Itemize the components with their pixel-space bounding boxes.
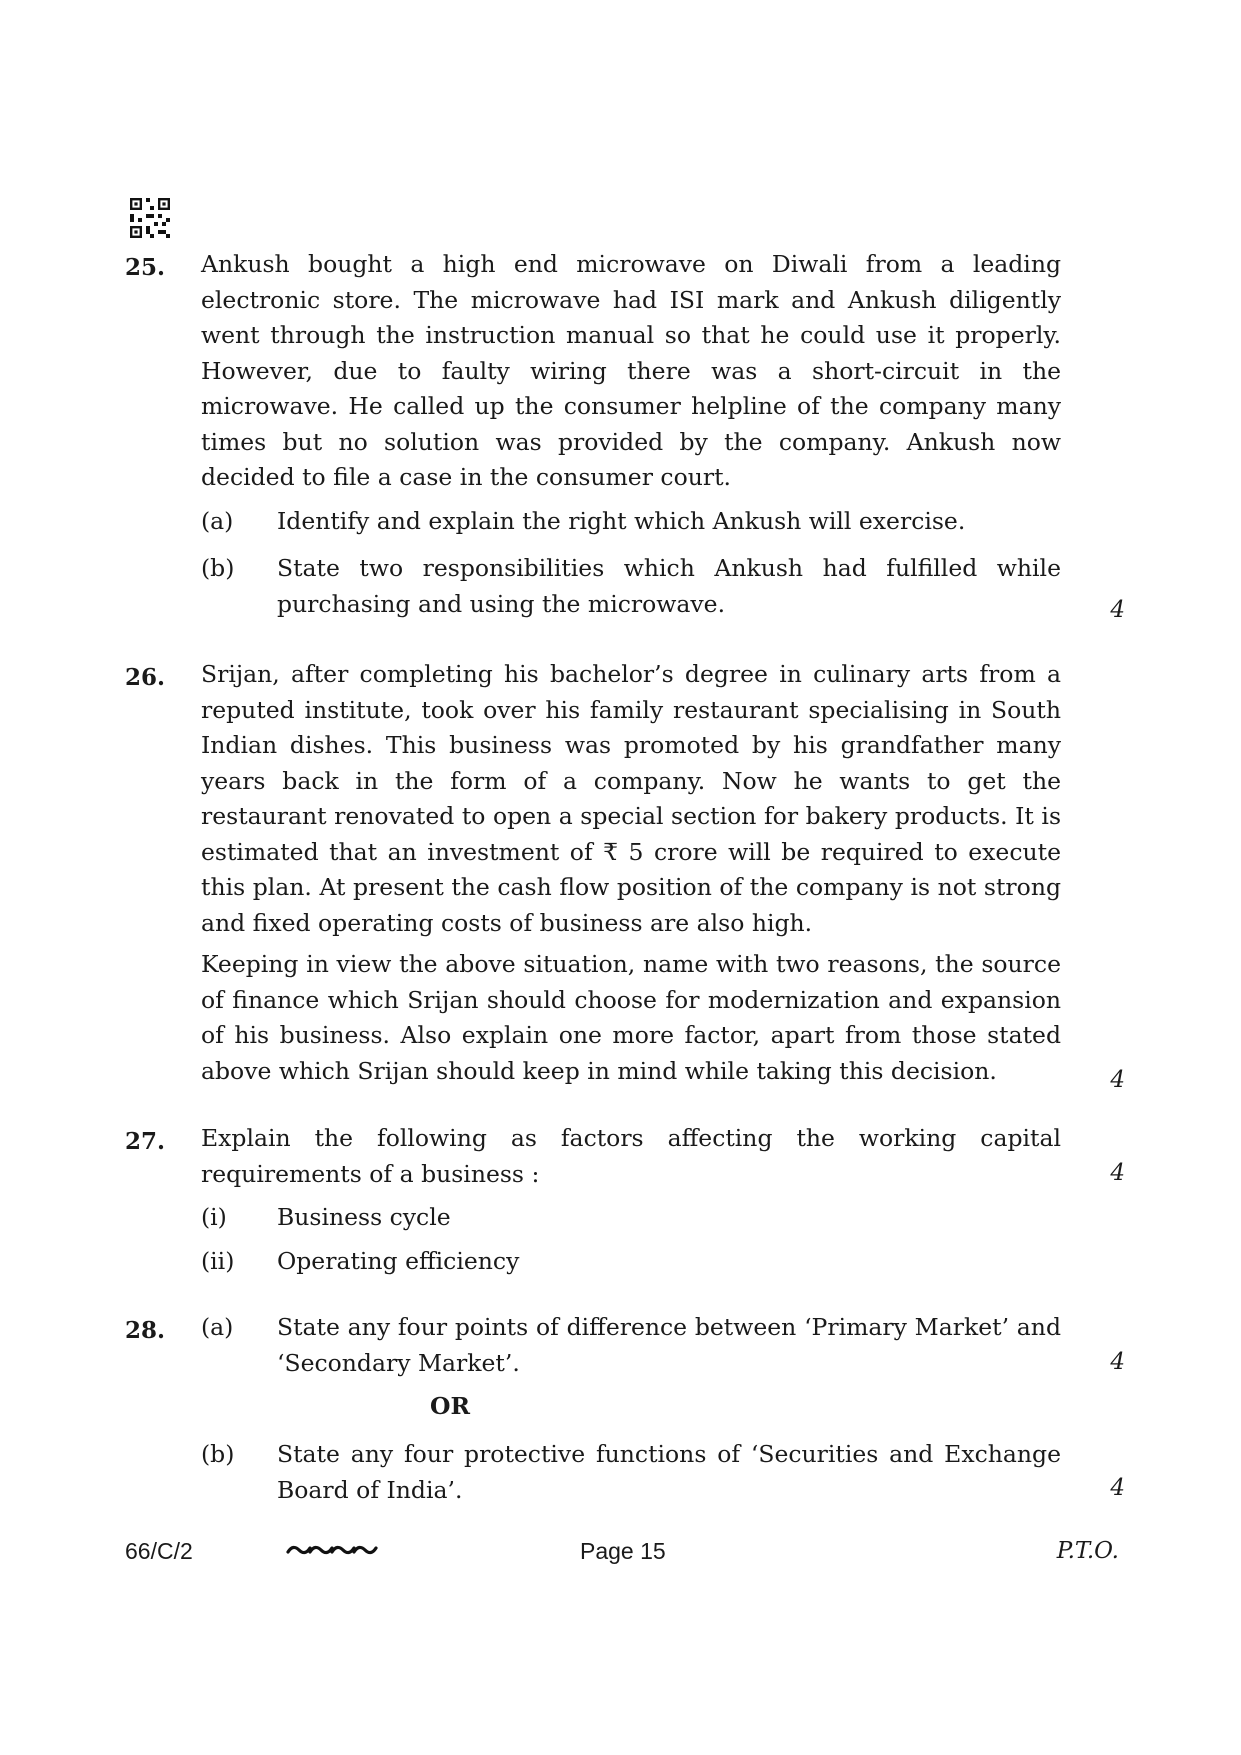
sub-text: Identify and explain the right which Ankush will exercise. xyxy=(277,507,966,535)
sub-label: (i) xyxy=(201,1203,227,1231)
sub-text: State any four protective functions of ‘Securities and Exchange Board of India’. xyxy=(277,1440,1061,1504)
sub-text: Business cycle xyxy=(277,1203,451,1231)
question-text: Srijan, after completing his bachelor’s degree in culinary arts from a reputed institute, took over his family restaurant specialising in South Indian dishes. This business was promoted by his grandfather many years back in the form of a company. Now he wants to get the restaurant renovated to open a special section for bakery products. It is estimated that an investment of ₹ 5 crore will be required to execute this plan. At present the cash flow position of the company is not strong and fixed operating costs of business are also high. xyxy=(201,660,1061,937)
question-text: Ankush bought a high end microwave on Diwali from a leading electronic store. The microwave had ISI mark and Ankush diligently went through the instruction manual so that he could use it properly. However, due to faulty wiring there was a short-circuit in the microwave. He called up the consumer helpline of the company many times but no solution was provided by the company. Ankush now decided to file a case in the consumer court. xyxy=(201,250,1061,491)
page-footer xyxy=(125,1538,1119,1578)
question-number: 27. xyxy=(125,1128,166,1155)
sub-text: State two responsibilities which Ankush had fulfilled while purchasing and using the microwave. xyxy=(277,554,1061,618)
sub-text: State any four points of difference between ‘Primary Market’ and ‘Secondary Market’. xyxy=(277,1313,1061,1377)
marks: 4 xyxy=(1110,1067,1125,1093)
question-text: Explain the following as factors affecting the working capital requirements of a business : xyxy=(201,1124,1061,1188)
sub-label: (a) xyxy=(201,1313,234,1341)
marks: 4 xyxy=(1110,1160,1125,1186)
question-number: 25. xyxy=(125,254,166,281)
paper-code: 66/C/2 xyxy=(125,1538,193,1564)
sub-label: (ii) xyxy=(201,1247,235,1275)
qr-code-icon xyxy=(130,198,170,238)
question-number: 28. xyxy=(125,1317,166,1344)
question-text-continued: Keeping in view the above situation, name with two reasons, the source of finance which Srijan should choose for modernization and expansion of his business. Also explain one more factor, apart from those stated above which Srijan should keep in mind while taking this decision. xyxy=(201,950,1061,1085)
sub-label: (b) xyxy=(201,554,235,582)
question-number: 26. xyxy=(125,664,166,691)
sub-text: Operating efficiency xyxy=(277,1247,520,1275)
marks: 4 xyxy=(1110,597,1125,623)
sub-label: (b) xyxy=(201,1440,235,1468)
sub-label: (a) xyxy=(201,507,234,535)
marks: 4 xyxy=(1110,1475,1125,1501)
marks: 4 xyxy=(1110,1349,1125,1375)
tilde-ornament-icon xyxy=(286,1538,386,1562)
or-separator: OR xyxy=(430,1392,471,1420)
please-turn-over: P.T.O. xyxy=(1056,1538,1119,1564)
page-number: Page 15 xyxy=(580,1538,666,1564)
